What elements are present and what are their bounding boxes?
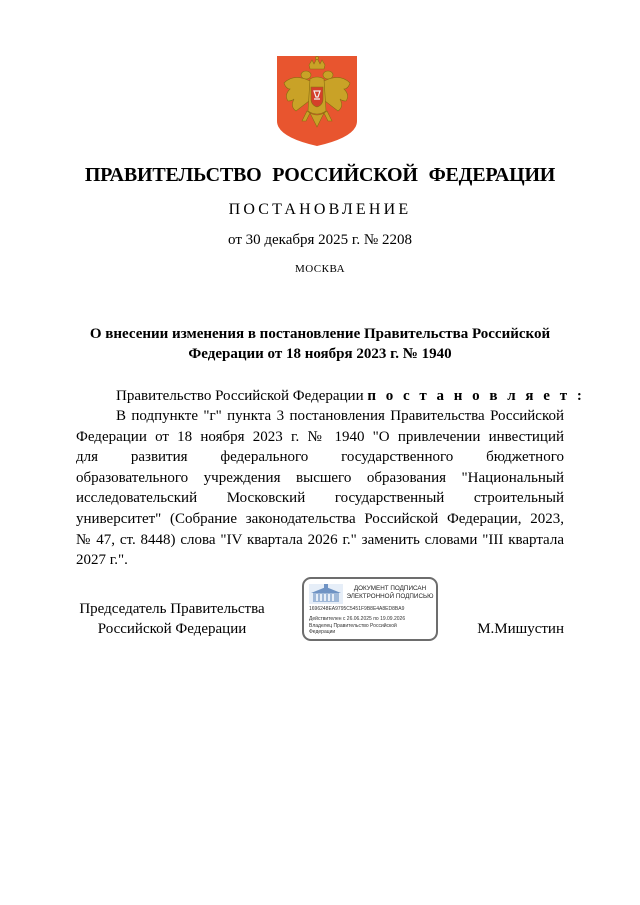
preamble-text: Правительство Российской Федерации	[116, 388, 368, 404]
decree-word: п о с т а н о в л я е т :	[367, 388, 585, 404]
document-subject	[70, 324, 570, 364]
certificate-owner: Федерации	[309, 629, 336, 635]
certificate-serial: 1696248EA9795C5451F9B8E4A8ED8BA9	[309, 606, 405, 612]
body-line: В подпункте "г" пункта 3 постановления Правительства Российской	[116, 408, 564, 424]
body-line: для развития федерального государственного бюджетного	[76, 449, 564, 466]
document-date-number: от 30 декабря 2025 г. № 2208	[228, 232, 412, 248]
body-line: 2027 г.".	[76, 552, 128, 569]
document-city: МОСКВА	[294, 263, 346, 275]
body-line: образовательного учреждения высшего образования "Национальный	[76, 469, 564, 486]
document-type: ПОСТАНОВЛЕНИЕ	[228, 201, 412, 218]
preamble	[116, 386, 585, 406]
body-line: № 47, ст. 8448) слова "IV квартала 2026 г." заменить словами "III квартала	[76, 531, 564, 548]
signatory-position	[78, 599, 266, 639]
government-building-icon	[309, 584, 343, 604]
signatory-name: М.Мишустин	[477, 621, 564, 637]
russian-coat-of-arms-icon	[276, 55, 358, 147]
decree-body	[76, 406, 564, 571]
position-line: Председатель Правительства	[79, 601, 265, 617]
stamp-heading-line: ЭЛЕКТРОННОЙ ПОДПИСЬЮ	[346, 593, 434, 600]
subject-line: Федерации от 18 ноября 2023 г. № 1940	[188, 346, 452, 362]
certificate-owner: Владелец Правительство Российской	[309, 623, 397, 629]
stamp-heading-line: ДОКУМЕНТ ПОДПИСАН	[353, 585, 427, 592]
subject-line: О внесении изменения в постановление Правительства Российской	[89, 326, 551, 342]
government-title: ПРАВИТЕЛЬСТВО РОССИЙСКОЙ ФЕДЕРАЦИИ	[84, 164, 556, 186]
body-line: исследовательский Московский государственный строительный	[76, 490, 564, 507]
body-line: Федерации от 18 ноября 2023 г. № 1940 "О привлечении инвестиций	[76, 428, 564, 445]
electronic-signature-stamp	[302, 577, 438, 641]
stamp-heading	[344, 585, 436, 601]
body-line: университет" (Собрание законодательства Российской Федерации, 2023,	[76, 510, 564, 527]
certificate-validity: Действителен с 26.06.2025 по 19.09.2026	[309, 616, 406, 622]
position-line: Российской Федерации	[97, 621, 247, 637]
